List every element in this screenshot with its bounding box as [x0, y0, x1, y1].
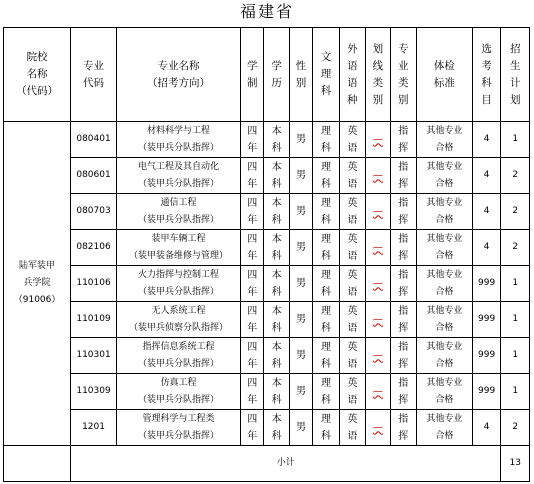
table-row: [4, 194, 530, 230]
physical-cell: 其他专业合格: [416, 230, 472, 266]
header-row: [4, 28, 530, 122]
category-cell: 指挥: [390, 338, 416, 374]
header-gender: 性别: [289, 28, 312, 122]
header-select: 选考科目: [472, 28, 500, 122]
major-name-cell: [116, 122, 240, 158]
language-cell: 英语: [339, 302, 365, 338]
physical-cell: 其他专业合格: [416, 338, 472, 374]
header-physical: 体检 标准: [416, 28, 472, 122]
subject-cell: 理科: [313, 266, 339, 302]
select-cell: 4: [472, 158, 500, 194]
header-language: 外语语种: [339, 28, 365, 122]
subtotal-row: [4, 446, 530, 482]
degree-cell: 本科: [264, 266, 289, 302]
major-direction: （装甲兵分队指挥）: [137, 214, 219, 225]
system-cell: 四年: [241, 122, 264, 158]
school-code: （91006）: [13, 295, 61, 305]
language-cell: 英语: [339, 410, 365, 446]
category-cell: 指挥: [390, 230, 416, 266]
major-name-cell: [116, 338, 240, 374]
physical-cell: 其他专业合格: [416, 194, 472, 230]
language-cell: 英语: [339, 122, 365, 158]
major-code: 080401: [71, 122, 117, 158]
major-direction: （装甲兵分队指挥）: [137, 358, 219, 369]
system-cell: 四年: [241, 410, 264, 446]
table-row: [4, 158, 530, 194]
category-cell: 指挥: [390, 266, 416, 302]
page-title: 福建省: [239, 2, 294, 21]
major-name-cell: [116, 410, 240, 446]
category-cell: 指挥: [390, 374, 416, 410]
major-name: 电气工程及其自动化: [137, 161, 219, 172]
school-cell: [4, 122, 71, 446]
subject-cell: 理科: [313, 122, 339, 158]
major-direction: （装甲兵分队指挥）: [137, 286, 219, 297]
line-cell: —: [366, 266, 390, 302]
plan-cell: 1: [501, 338, 530, 374]
major-name: 仿真工程: [160, 377, 197, 388]
header-major-name: 专业名称 （招考方向）: [116, 28, 240, 122]
header-system: 学制: [241, 28, 264, 122]
table-row: [4, 122, 530, 158]
major-code: 080601: [71, 158, 117, 194]
major-name: 火力指挥与控制工程: [137, 269, 219, 280]
line-cell: —: [366, 122, 390, 158]
subject-cell: 理科: [313, 194, 339, 230]
category-cell: 指挥: [390, 122, 416, 158]
major-name: 装甲车辆工程: [151, 233, 206, 244]
subject-cell: 理科: [313, 158, 339, 194]
select-cell: 999: [472, 302, 500, 338]
degree-cell: 本科: [264, 338, 289, 374]
table-row: [4, 374, 530, 410]
gender-cell: 男: [289, 158, 312, 194]
subject-cell: 理科: [313, 338, 339, 374]
table-row: [4, 230, 530, 266]
physical-cell: 其他专业合格: [416, 122, 472, 158]
major-direction: （装甲兵分队指挥）: [137, 430, 219, 441]
major-name: 指挥信息系统工程: [142, 341, 215, 352]
category-cell: 指挥: [390, 302, 416, 338]
gender-cell: 男: [289, 194, 312, 230]
degree-cell: 本科: [264, 374, 289, 410]
major-direction: （装甲兵分队指挥）: [137, 178, 219, 189]
major-name: 无人系统工程: [151, 305, 206, 316]
line-cell: —: [366, 374, 390, 410]
major-direction: （装甲兵分队指挥）: [137, 394, 219, 405]
gender-cell: 男: [289, 230, 312, 266]
system-cell: 四年: [241, 266, 264, 302]
header-plan: 招生计划: [501, 28, 530, 122]
table-row: [4, 302, 530, 338]
header-major-code: 专业 代码: [71, 28, 117, 122]
table-row: [4, 266, 530, 302]
plan-cell: 1: [501, 266, 530, 302]
line-cell: —: [366, 158, 390, 194]
subtotal-label: 小计: [71, 446, 501, 482]
major-name: 材料科学与工程: [146, 125, 210, 136]
gender-cell: 男: [289, 122, 312, 158]
table-row: [4, 338, 530, 374]
system-cell: 四年: [241, 194, 264, 230]
major-name-cell: [116, 230, 240, 266]
major-code: 110309: [71, 374, 117, 410]
major-code: 110109: [71, 302, 117, 338]
major-code: 110106: [71, 266, 117, 302]
select-cell: 4: [472, 230, 500, 266]
gender-cell: 男: [289, 410, 312, 446]
select-cell: 999: [472, 374, 500, 410]
major-direction: （装甲兵侦察分队指挥）: [128, 322, 228, 333]
gender-cell: 男: [289, 374, 312, 410]
degree-cell: 本科: [264, 158, 289, 194]
plan-cell: 1: [501, 122, 530, 158]
language-cell: 英语: [339, 374, 365, 410]
degree-cell: 本科: [264, 230, 289, 266]
system-cell: 四年: [241, 302, 264, 338]
subject-cell: 理科: [313, 230, 339, 266]
plan-cell: 2: [501, 194, 530, 230]
major-name-cell: [116, 302, 240, 338]
plan-cell: 1: [501, 374, 530, 410]
physical-cell: 其他专业合格: [416, 374, 472, 410]
line-cell: —: [366, 338, 390, 374]
subject-cell: 理科: [313, 302, 339, 338]
subject-cell: 理科: [313, 410, 339, 446]
physical-cell: 其他专业合格: [416, 158, 472, 194]
language-cell: 英语: [339, 266, 365, 302]
major-direction: （装甲兵分队指挥）: [137, 142, 219, 153]
degree-cell: 本科: [264, 302, 289, 338]
degree-cell: 本科: [264, 122, 289, 158]
select-cell: 999: [472, 338, 500, 374]
major-code: 110301: [71, 338, 117, 374]
select-cell: 999: [472, 266, 500, 302]
degree-cell: 本科: [264, 194, 289, 230]
header-subject: 文理科: [313, 28, 339, 122]
school-name: 陆军装甲兵学院: [19, 261, 56, 288]
line-cell: —: [366, 194, 390, 230]
language-cell: 英语: [339, 158, 365, 194]
header-category: 专业类别: [390, 28, 416, 122]
system-cell: 四年: [241, 230, 264, 266]
physical-cell: 其他专业合格: [416, 266, 472, 302]
major-name-cell: [116, 158, 240, 194]
category-cell: 指挥: [390, 194, 416, 230]
line-cell: —: [366, 230, 390, 266]
select-cell: 4: [472, 122, 500, 158]
plan-cell: 1: [501, 302, 530, 338]
header-line: 划线类别: [366, 28, 390, 122]
table-row: [4, 410, 530, 446]
gender-cell: 男: [289, 338, 312, 374]
language-cell: 英语: [339, 338, 365, 374]
gender-cell: 男: [289, 266, 312, 302]
physical-cell: 其他专业合格: [416, 302, 472, 338]
degree-cell: 本科: [264, 410, 289, 446]
major-name: 管理科学与工程类: [142, 413, 215, 424]
language-cell: 英语: [339, 194, 365, 230]
major-name: 通信工程: [160, 197, 197, 208]
select-cell: 4: [472, 194, 500, 230]
header-school: 院校 名称 （代码）: [4, 28, 71, 122]
category-cell: 指挥: [390, 410, 416, 446]
system-cell: 四年: [241, 338, 264, 374]
system-cell: 四年: [241, 374, 264, 410]
header-degree: 学历: [264, 28, 289, 122]
select-cell: 4: [472, 410, 500, 446]
subject-cell: 理科: [313, 374, 339, 410]
category-cell: 指挥: [390, 158, 416, 194]
system-cell: 四年: [241, 158, 264, 194]
major-code: 082106: [71, 230, 117, 266]
language-cell: 英语: [339, 230, 365, 266]
line-cell: —: [366, 410, 390, 446]
plan-cell: 2: [501, 410, 530, 446]
subtotal-value: 13: [501, 446, 530, 482]
major-name-cell: [116, 266, 240, 302]
subtotal-blank: [4, 446, 71, 482]
gender-cell: 男: [289, 302, 312, 338]
major-name-cell: [116, 374, 240, 410]
plan-cell: 2: [501, 158, 530, 194]
admission-table: [3, 27, 530, 482]
major-name-cell: [116, 194, 240, 230]
major-code: 080703: [71, 194, 117, 230]
plan-cell: 2: [501, 230, 530, 266]
line-cell: —: [366, 302, 390, 338]
major-direction: （装甲装备维修与管理）: [128, 250, 228, 261]
major-code: 1201: [71, 410, 117, 446]
physical-cell: 其他专业合格: [416, 410, 472, 446]
